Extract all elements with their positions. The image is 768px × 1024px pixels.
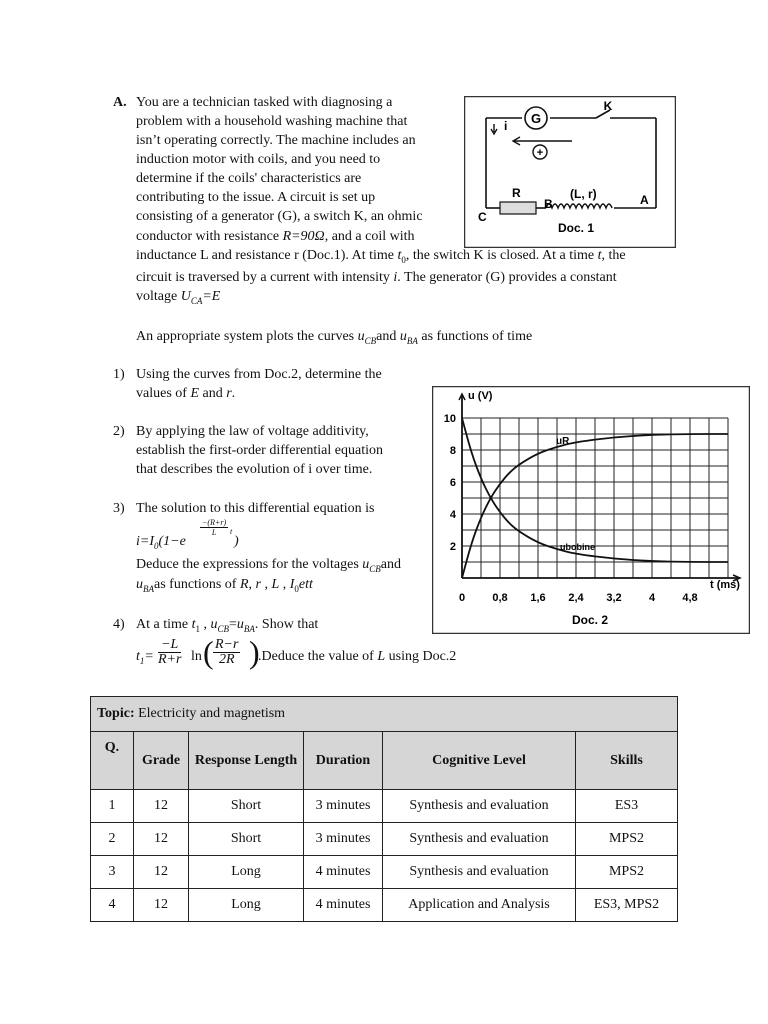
- part-a-line: contributing to the issue. A circuit is set up: [136, 190, 376, 205]
- text-span: i=I: [136, 534, 154, 549]
- var-u: u: [362, 557, 370, 572]
- part-a-line: consisting of a generator (G), a switch K, an ohmic: [136, 209, 423, 224]
- header-row: [91, 732, 678, 790]
- table-cell: 4 minutes: [304, 856, 383, 889]
- header-cell: Duration: [304, 732, 383, 790]
- resistor-symbol: [500, 202, 536, 214]
- doc2-frame: [433, 387, 750, 634]
- x-axis-label: t (ms): [710, 579, 740, 591]
- series-label-ur: uR: [556, 436, 570, 447]
- text-span: as functions of: [154, 577, 240, 592]
- header-cell: Q.: [91, 732, 134, 790]
- text-span: Deduce the expressions for the voltages: [136, 557, 363, 572]
- var-t: t: [191, 617, 196, 632]
- text-span: . The generator (G) provides a constant: [397, 270, 617, 285]
- y-tick-label: 8: [449, 445, 456, 457]
- part-a-line: [136, 268, 617, 287]
- text-span: using Doc.2: [385, 649, 457, 664]
- question-metadata-table: [90, 696, 678, 922]
- question-1-line: Using the curves from Doc.2, determine the: [136, 367, 382, 382]
- text-span: ,: [248, 577, 256, 592]
- question-2-line: that describes the evolution of i over time.: [136, 462, 373, 477]
- sub-cb: CB: [217, 623, 230, 634]
- part-a-line: You are a technician tasked with diagnosing a: [136, 95, 393, 110]
- topic-label: Topic:: [97, 706, 135, 721]
- table-cell: Short: [189, 790, 304, 823]
- table-cell: Synthesis and evaluation: [383, 790, 576, 823]
- sub-0: 0: [401, 254, 406, 265]
- coil-label: (L, r): [570, 187, 597, 201]
- text-span: and: [199, 386, 227, 401]
- resistor-label: R: [512, 186, 521, 200]
- x-tick-label: 4,8: [682, 592, 698, 604]
- topic-cell: [91, 697, 678, 732]
- sub-ba: BA: [406, 335, 418, 346]
- var-t: t: [397, 248, 402, 263]
- table-cell: 3 minutes: [304, 823, 383, 856]
- topic-value: Electricity and magnetism: [134, 706, 286, 721]
- closing-paren: ): [234, 534, 239, 549]
- fraction-numerator: −L: [158, 638, 181, 653]
- text-span: values of: [136, 386, 191, 401]
- question-2-line: establish the first-order differential equation: [136, 443, 383, 458]
- text-span: conductor with resistance: [136, 229, 283, 244]
- doc2-chart: [432, 386, 750, 634]
- table-cell: 12: [134, 790, 189, 823]
- part-a-label: A.: [113, 95, 127, 110]
- generator-label: G: [530, 111, 542, 126]
- formula-fraction: [158, 638, 181, 667]
- text-span: . Show that: [254, 617, 319, 632]
- table-cell: Synthesis and evaluation: [383, 823, 576, 856]
- text-span: circuit is traversed by a current with intensity: [136, 270, 394, 285]
- sub-cb: CB: [364, 335, 377, 346]
- text-span: ,: [260, 577, 272, 592]
- resistance-value: R=90Ω: [282, 229, 325, 244]
- x-tick-label: 2,4: [568, 592, 584, 604]
- text-span: , and a coil with: [324, 229, 415, 244]
- var-u: u: [357, 329, 365, 344]
- var-u: u: [136, 577, 143, 592]
- var-t: t: [597, 248, 602, 263]
- text-span: , the switch K is closed. At a time: [405, 248, 598, 263]
- point-b-label: B: [544, 197, 553, 211]
- table-cell: Long: [189, 856, 304, 889]
- text-span: An appropriate system plots the curves: [136, 329, 358, 344]
- var-l: L: [377, 649, 386, 664]
- y-tick-label: 2: [449, 541, 456, 553]
- point-a-label: A: [640, 193, 649, 207]
- right-paren: ): [249, 634, 260, 670]
- inner-fraction: [213, 638, 240, 667]
- text-span: inductance L and resistance r (Doc.1). At time: [136, 248, 398, 263]
- switch-label: K: [603, 99, 613, 113]
- x-tick-label: 0: [458, 592, 466, 604]
- var-i: i: [393, 270, 398, 285]
- sub-ba: BA: [243, 623, 255, 634]
- table-cell: 12: [134, 823, 189, 856]
- x-tick-label: 1,6: [530, 592, 546, 604]
- text-span: .: [231, 386, 236, 401]
- text-span: et: [298, 577, 310, 592]
- text-span: ,: [279, 577, 290, 592]
- question-number: 1): [113, 367, 125, 382]
- part-a-line: [136, 246, 626, 270]
- table-row: [91, 856, 678, 889]
- sub-ba: BA: [143, 583, 154, 594]
- y-tick-label: 6: [449, 477, 456, 489]
- var-l: L: [271, 577, 280, 592]
- sub-0: 0: [154, 540, 159, 551]
- part-a-line: induction motor with coils, and you need to: [136, 152, 381, 167]
- point-c-label: C: [478, 210, 487, 224]
- fraction-denominator: R+r: [158, 652, 182, 667]
- x-tick-label: 4: [648, 592, 656, 604]
- text-span: =: [144, 649, 154, 664]
- fraction-numerator: −(R+r): [202, 518, 227, 527]
- part-a-line: problem with a household washing machine that: [136, 114, 408, 129]
- table-row: [91, 790, 678, 823]
- table-cell: 3: [91, 856, 134, 889]
- formula-lhs: [136, 532, 186, 556]
- header-cell: Cognitive Level: [383, 732, 576, 790]
- table-cell: 2: [91, 823, 134, 856]
- text-span: =: [229, 617, 237, 632]
- var-t: t: [309, 577, 313, 592]
- text-span: and: [380, 557, 401, 572]
- table-cell: Synthesis and evaluation: [383, 856, 576, 889]
- table-cell: MPS2: [576, 856, 678, 889]
- table-cell: Long: [189, 889, 304, 922]
- formula-lhs: [136, 647, 154, 671]
- y-tick-label: 10: [443, 413, 456, 425]
- var-u: u: [210, 617, 218, 632]
- x-tick-label: 0,8: [492, 592, 508, 604]
- table-cell: 1: [91, 790, 134, 823]
- series-label-ubobine: ubobine: [560, 542, 595, 552]
- sub-1: 1: [139, 655, 145, 666]
- table-cell: 12: [134, 889, 189, 922]
- text-span: At a time: [136, 617, 192, 632]
- y-axis-label: u (V): [468, 390, 493, 402]
- text-span: voltage: [136, 289, 181, 304]
- text-span: , the: [601, 248, 626, 263]
- sub-0: 0: [294, 583, 299, 594]
- doc2-caption: Doc. 2: [571, 613, 609, 627]
- topic-row: [91, 697, 678, 732]
- header-cell: Skills: [576, 732, 678, 790]
- text-span: =E: [202, 289, 221, 304]
- table-cell: 3 minutes: [304, 790, 383, 823]
- fraction-denominator: 2R: [218, 652, 235, 667]
- question-2-line: By applying the law of voltage additivity,: [136, 424, 369, 439]
- table-cell: ES3: [576, 790, 678, 823]
- part-a-line: [136, 287, 220, 311]
- current-label: i: [504, 119, 508, 133]
- text-span: (1−e: [158, 534, 186, 549]
- text-span: as functions of time: [417, 329, 533, 344]
- header-cell: Response Length: [189, 732, 304, 790]
- var-u: u: [236, 617, 244, 632]
- header-cell: Grade: [134, 732, 189, 790]
- table-cell: ES3, MPS2: [576, 889, 678, 922]
- question-4-end: [258, 647, 456, 666]
- question-3-line: The solution to this differential equation is: [136, 501, 375, 516]
- table-row: [91, 889, 678, 922]
- var-r: R: [239, 577, 249, 592]
- sub-ca: CA: [190, 295, 203, 306]
- question-number: 3): [113, 501, 125, 516]
- left-paren: (: [203, 634, 214, 670]
- text-span: and: [376, 329, 400, 344]
- doc1-circuit-diagram: [464, 96, 676, 248]
- plus-label: +: [536, 147, 544, 159]
- exponent-fraction: [200, 518, 228, 537]
- sub-1: 1: [195, 623, 200, 634]
- question-number: 2): [113, 424, 125, 439]
- table-cell: MPS2: [576, 823, 678, 856]
- question-4-line: [136, 615, 318, 639]
- fraction-denominator: L: [211, 528, 217, 537]
- text-span: t: [136, 649, 140, 664]
- doc1-caption: Doc. 1: [557, 221, 595, 235]
- question-1-line: [136, 384, 235, 403]
- text-span: .Deduce the value of: [258, 649, 378, 664]
- var-r: r: [255, 577, 261, 592]
- var-e: E: [190, 386, 199, 401]
- text-span: ,: [200, 617, 211, 632]
- table-cell: Application and Analysis: [383, 889, 576, 922]
- question-3-deduce: [136, 575, 313, 599]
- var-i: I: [289, 577, 295, 592]
- ln-operator: ln: [191, 649, 202, 664]
- var-u: u: [399, 329, 407, 344]
- table-cell: 4: [91, 889, 134, 922]
- y-tick-label: 4: [449, 509, 456, 521]
- x-tick-label: 3,2: [606, 592, 622, 604]
- table-cell: 12: [134, 856, 189, 889]
- part-a-line: [136, 227, 415, 246]
- part-a-line: isn’t operating correctly. The machine includes an: [136, 133, 416, 148]
- question-number: 4): [113, 617, 125, 632]
- part-a-line: determine if the coils' characteristics are: [136, 171, 362, 186]
- fraction-numerator: R−r: [215, 637, 239, 652]
- sub-cb: CB: [369, 563, 381, 574]
- table-cell: 4 minutes: [304, 889, 383, 922]
- table-row: [91, 823, 678, 856]
- plot-sentence: [136, 327, 532, 351]
- table-cell: Short: [189, 823, 304, 856]
- var-r: r: [226, 386, 232, 401]
- exponent-t: t: [230, 527, 233, 536]
- var-u: U: [180, 289, 191, 304]
